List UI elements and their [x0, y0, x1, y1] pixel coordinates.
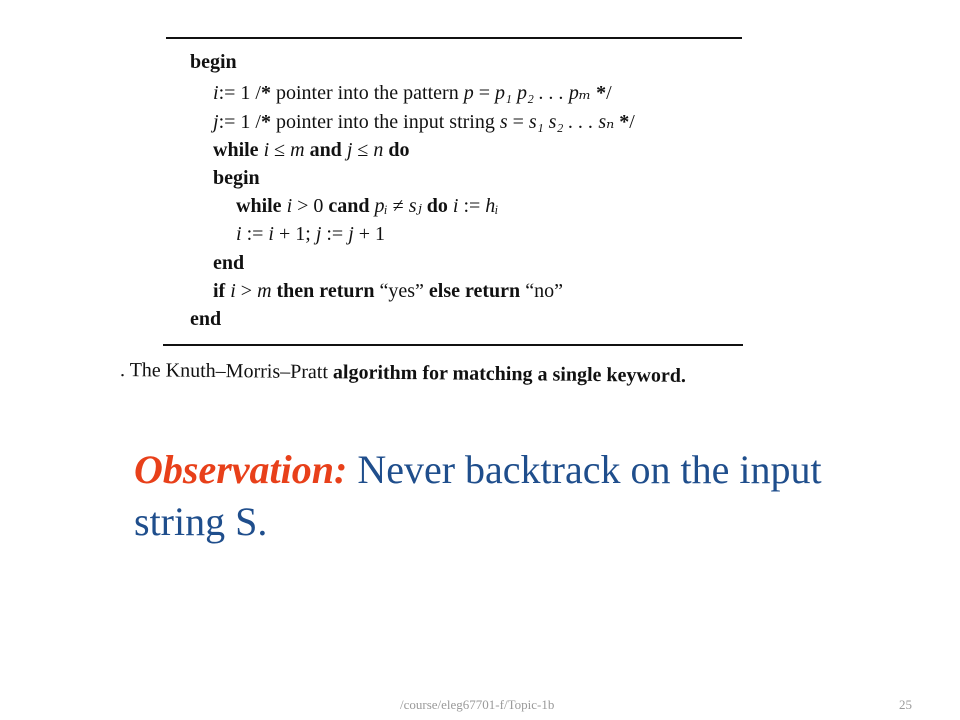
- code-text: “no”: [525, 280, 563, 302]
- code-keyword: then return: [271, 280, 380, 302]
- code-math: j: [348, 223, 354, 245]
- code-math: i: [263, 139, 270, 161]
- slide-number: 25: [899, 697, 912, 712]
- code-line: [213, 253, 244, 273]
- code-math: s₁ s₂ . . . sₙ: [528, 111, 615, 133]
- code-line: [213, 168, 260, 188]
- code-text: := 1 /: [218, 111, 261, 133]
- code-keyword: begin: [190, 51, 237, 73]
- caption-bold: algorithm for matching a single keyword.: [332, 361, 686, 387]
- code-keyword: else return: [428, 280, 526, 302]
- code-keyword: and: [304, 139, 347, 161]
- code-line: [190, 309, 221, 329]
- code-math: s: [499, 111, 508, 133]
- code-text: /: [606, 82, 612, 104]
- code-keyword: *: [614, 111, 630, 133]
- code-keyword: *: [591, 82, 607, 104]
- code-keyword: end: [190, 308, 222, 330]
- code-text: :=: [458, 195, 486, 217]
- code-keyword: cand: [328, 195, 375, 217]
- code-line: [213, 112, 635, 132]
- code-keyword: if: [213, 280, 231, 302]
- code-text: pointer into the input string: [270, 111, 500, 133]
- code-keyword: *: [260, 111, 271, 133]
- code-math: i: [286, 195, 293, 217]
- code-math: m: [257, 280, 272, 302]
- footer-course-path: /course/eleg67701-f/Topic-1b: [400, 697, 555, 712]
- code-math: p₁ p₂ . . . pₘ: [494, 82, 592, 104]
- figure-caption: [120, 359, 686, 388]
- code-math: j: [213, 111, 219, 133]
- code-text: =: [507, 111, 529, 133]
- code-math: i: [236, 223, 242, 245]
- code-keyword: while: [236, 195, 287, 217]
- top-rule: [166, 37, 742, 39]
- observation-text: Never backtrack on the input string S.: [134, 447, 822, 544]
- code-keyword: *: [260, 82, 271, 104]
- code-math: i: [213, 82, 219, 104]
- code-text: >: [235, 280, 258, 302]
- code-math: j: [346, 139, 353, 161]
- code-math: p: [463, 82, 474, 104]
- bottom-rule: [163, 344, 743, 346]
- code-text: =: [473, 82, 495, 104]
- code-math: n: [373, 139, 384, 161]
- observation-paragraph: [134, 444, 894, 548]
- observation-label: Observation:: [134, 447, 348, 492]
- code-keyword: end: [213, 252, 245, 274]
- code-text: :=: [241, 223, 269, 245]
- code-line: [213, 83, 612, 103]
- code-text: pointer into the pattern: [270, 82, 464, 104]
- code-text: > 0: [292, 195, 329, 217]
- code-math: sⱼ: [408, 195, 422, 217]
- code-keyword: begin: [213, 167, 260, 189]
- code-math: i: [268, 223, 274, 245]
- code-keyword: while: [213, 139, 264, 161]
- code-text: ≠: [387, 195, 409, 217]
- code-text: :=: [321, 223, 349, 245]
- code-line: [236, 196, 498, 216]
- code-text: + 1: [353, 223, 386, 245]
- code-text: + 1;: [273, 223, 316, 245]
- code-math: j: [315, 223, 322, 245]
- code-math: i: [452, 195, 459, 217]
- code-text: ≤: [352, 139, 374, 161]
- code-line: [213, 281, 563, 301]
- code-line: [236, 224, 385, 244]
- caption-prefix: . The Knuth–Morris–Pratt: [119, 359, 334, 384]
- code-line: [190, 52, 237, 72]
- code-math: pᵢ: [374, 195, 388, 217]
- code-math: i: [230, 280, 236, 302]
- code-math: m: [290, 139, 305, 161]
- code-text: “yes”: [379, 280, 429, 302]
- code-line: [213, 140, 409, 160]
- code-text: ≤: [269, 139, 291, 161]
- code-math: hᵢ: [485, 195, 499, 217]
- code-keyword: do: [421, 195, 453, 217]
- code-text: /: [629, 111, 635, 133]
- code-keyword: do: [383, 139, 410, 161]
- code-text: := 1 /: [218, 82, 261, 104]
